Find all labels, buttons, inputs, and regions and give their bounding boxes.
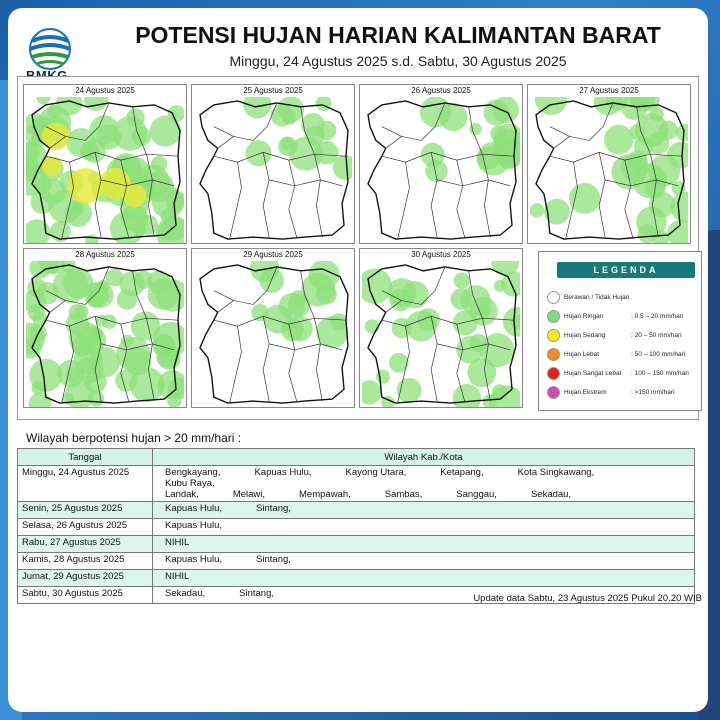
legend-item	[547, 290, 697, 306]
legend-range: : 20 – 50 mm/hari	[631, 332, 682, 339]
region-name: Sintang,	[256, 554, 291, 565]
legend-color-swatch	[547, 291, 560, 304]
rain-map-panel	[191, 248, 355, 408]
table-row	[18, 570, 695, 587]
row-date: Minggu, 24 Agustus 2025	[18, 466, 153, 502]
legend-item	[547, 385, 697, 401]
row-regions	[153, 553, 695, 570]
row-regions	[153, 570, 695, 587]
row-date: Rabu, 27 Agustus 2025	[18, 536, 153, 553]
col-header-date: Tanggal	[18, 449, 153, 466]
legend-category: Hujan Ringan	[564, 313, 604, 320]
region-name: Sekadau,	[165, 588, 206, 599]
legend-category: Hujan Ekstrem	[564, 389, 607, 396]
legend-color-swatch	[547, 348, 560, 361]
region-name: Sekadau,	[530, 489, 572, 500]
region-caption: Wilayah berpotensi hujan > 20 mm/hari :	[26, 431, 242, 445]
row-regions	[153, 466, 695, 502]
col-header-region: Wilayah Kab./Kota	[153, 449, 695, 466]
map-date-label: 24 Agustus 2025	[75, 86, 135, 95]
legend-title: LEGENDA	[557, 262, 695, 278]
maps-frame	[17, 76, 699, 420]
region-name: Kapuas Hulu,	[254, 467, 312, 478]
map-date-label: 27 Agustus 2025	[579, 86, 639, 95]
map-date-label: 25 Agustus 2025	[243, 86, 303, 95]
region-table	[17, 448, 695, 604]
region-name: Sintang,	[239, 588, 275, 599]
legend-range: : >150 mm/hari	[631, 389, 675, 396]
region-name: Kapuas Hulu,	[165, 554, 223, 565]
region-name: Sintang,	[256, 503, 291, 514]
region-name: Mempawah,	[299, 489, 351, 500]
table-row	[18, 536, 695, 553]
rain-map-panel	[23, 84, 187, 244]
legend-item	[547, 328, 697, 344]
map-date-label: 28 Agustus 2025	[75, 250, 135, 259]
region-name: Melawi,	[232, 489, 266, 500]
page-subtitle: Minggu, 24 Agustus 2025 s.d. Sabtu, 30 Agustus 2025	[229, 53, 567, 69]
region-name: Kapuas Hulu,	[165, 503, 223, 514]
region-name: Kubu Raya,	[165, 478, 215, 489]
legend-color-swatch	[547, 386, 560, 399]
region-name: Landak,	[165, 489, 199, 500]
rain-map	[194, 261, 352, 407]
rain-map	[530, 97, 688, 243]
region-name: NIHIL	[165, 537, 190, 548]
legend-item	[547, 366, 697, 382]
legend-range: : 50 – 100 mm/hari	[631, 351, 686, 358]
row-regions	[153, 502, 695, 519]
legend-category: Berawan / Tidak Hujan	[564, 294, 630, 301]
region-name: Sambas,	[384, 489, 423, 500]
row-date: Senin, 25 Agustus 2025	[18, 502, 153, 519]
rain-map	[362, 261, 520, 407]
row-date: Kamis, 28 Agustus 2025	[18, 553, 153, 570]
rain-map-panel	[23, 248, 187, 408]
map-date-label: 26 Agustus 2025	[411, 86, 471, 95]
legend-color-swatch	[547, 329, 560, 342]
row-date: Sabtu, 30 Agustus 2025	[18, 587, 153, 604]
region-name: Kota Singkawang,	[517, 467, 595, 478]
region-name: Ketapang,	[440, 467, 484, 478]
region-name: Kapuas Hulu,	[165, 520, 223, 531]
rain-map-panel	[359, 248, 523, 408]
legend-color-swatch	[547, 310, 560, 323]
legend-category: Hujan Sangat Lebat	[564, 370, 622, 377]
legend	[538, 251, 702, 411]
legend-range: : 100 – 150 mm/hari	[631, 370, 689, 377]
table-row	[18, 519, 695, 536]
legend-color-swatch	[547, 367, 560, 380]
region-name: Bengkayang,	[165, 467, 221, 478]
row-regions	[153, 536, 695, 553]
table-row	[18, 502, 695, 519]
rain-map	[26, 97, 184, 243]
row-date: Jumat, 29 Agustus 2025	[18, 570, 153, 587]
rain-map	[362, 97, 520, 243]
region-name: Sanggau,	[456, 489, 497, 500]
page-title: POTENSI HUJAN HARIAN KALIMANTAN BARAT	[135, 22, 661, 48]
rain-map-panel	[527, 84, 691, 244]
rain-map	[194, 97, 352, 243]
table-row	[18, 553, 695, 570]
map-date-label: 29 Agustus 2025	[243, 250, 303, 259]
row-regions	[153, 519, 695, 536]
legend-category: Hujan Lebat	[564, 351, 600, 358]
legend-item	[547, 347, 697, 363]
rain-map	[26, 261, 184, 407]
table-row	[18, 466, 695, 502]
row-date: Selasa, 26 Agustus 2025	[18, 519, 153, 536]
legend-category: Hujan Sedang	[564, 332, 606, 339]
legend-item	[547, 309, 697, 325]
legend-range: : 0.5 – 20 mm/hari	[631, 313, 684, 320]
rain-map-panel	[191, 84, 355, 244]
region-name: Kayong Utara,	[345, 467, 407, 478]
map-date-label: 30 Agustus 2025	[411, 250, 471, 259]
update-note: Update data Sabtu, 23 Agustus 2025 Pukul 20.20 WIB	[473, 593, 702, 604]
region-name: NIHIL	[165, 571, 190, 582]
rain-map-panel	[359, 84, 523, 244]
